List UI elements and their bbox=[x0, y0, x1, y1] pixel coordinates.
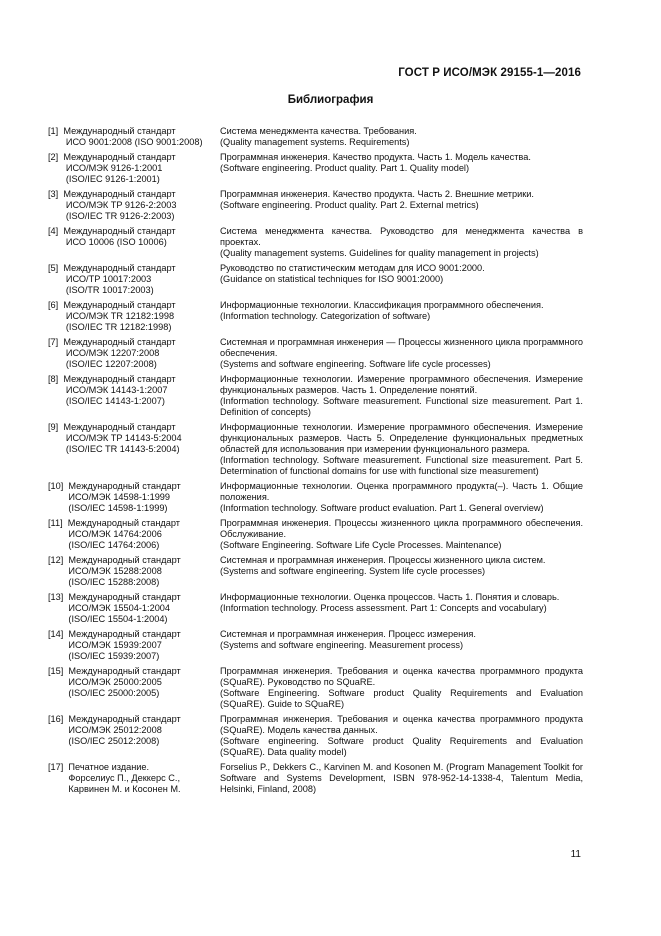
reference-source-line: [14] Международный стандарт bbox=[48, 629, 181, 639]
reference-source-line: ИСО/МЭК 15288:2008 bbox=[48, 566, 162, 576]
reference-source-line: ИСО/МЭК 14143-1:2007 bbox=[48, 385, 168, 395]
reference-title-line: Forselius P., Dekkers C., Karvinen M. and Kosonen M. (Program Management Toolkit for Software and Systems Development, ISBN 978-952-14-1338-4, Talentum Media, Helsinki, Finland, 2008) bbox=[220, 762, 583, 794]
reference-source bbox=[48, 518, 220, 551]
reference-source-line: ИСО/МЭК 25012:2008 bbox=[48, 725, 162, 735]
reference-source-line: ИСО/МЭК 15504-1:2004 bbox=[48, 603, 171, 613]
reference-source-line: ИСО/МЭК 14764:2006 bbox=[48, 529, 162, 539]
reference-title-line: (Systems and software engineering. Software life cycle processes) bbox=[220, 359, 491, 369]
reference-source-line: (ISO/IEC 15504-1:2004) bbox=[48, 614, 168, 624]
reference-source-line: (ISO/IEC 14598-1:1999) bbox=[48, 503, 168, 513]
reference-title bbox=[220, 714, 583, 758]
reference-source-line: [8] Международный стандарт bbox=[48, 374, 176, 384]
reference-source-line: (ISO/IEC 25012:2008) bbox=[48, 736, 160, 746]
reference-source bbox=[48, 629, 220, 662]
reference-source-line: (ISO/IEC 25000:2005) bbox=[48, 688, 160, 698]
reference-source-line: ИСО/МЭК 15939:2007 bbox=[48, 640, 162, 650]
reference-title-line: Программная инженерия. Требования и оценка качества программного продукта (SQuaRE). Модель качества данных. bbox=[220, 714, 583, 735]
reference-title bbox=[220, 592, 583, 625]
reference-title-line: Программная инженерия. Качество продукта. Часть 1. Модель качества. bbox=[220, 152, 531, 162]
reference-item bbox=[48, 263, 583, 296]
reference-title-line: (Quality management systems. Guidelines for quality management in projects) bbox=[220, 248, 539, 258]
standard-designation: ГОСТ Р ИСО/МЭК 29155-1—2016 bbox=[398, 67, 581, 79]
reference-title-line: Информационные технологии. Измерение программного обеспечения. Измерение функциональных размеров. Часть 1. Определение понятий. bbox=[220, 374, 583, 395]
reference-title bbox=[220, 555, 583, 588]
reference-item bbox=[48, 666, 583, 710]
reference-title bbox=[220, 263, 583, 296]
reference-title-line: (Software engineering. Product quality. Part 2. External metrics) bbox=[220, 200, 479, 210]
reference-source bbox=[48, 422, 220, 477]
reference-source-line: ИСО/МЭК TP 9126-2:2003 bbox=[48, 200, 177, 210]
reference-source-line: ИСО/МЭК 25000:2005 bbox=[48, 677, 162, 687]
reference-title bbox=[220, 629, 583, 662]
reference-title bbox=[220, 189, 583, 222]
reference-title-line: (Guidance on statistical techniques for ISO 9001:2000) bbox=[220, 274, 444, 284]
reference-title-line: Программная инженерия. Процессы жизненного цикла программного обеспечения. Обслуживание. bbox=[220, 518, 583, 539]
reference-item bbox=[48, 152, 583, 185]
reference-source-line: ИСО/МЭК 9126-1:2001 bbox=[48, 163, 163, 173]
reference-title-line: (Software engineering. Product quality. Part 1. Quality model) bbox=[220, 163, 470, 173]
reference-title bbox=[220, 126, 583, 148]
reference-title-line: (Software Engineering. Software Life Cycle Processes. Maintenance) bbox=[220, 540, 502, 550]
reference-source-line: (ISO/TR 10017:2003) bbox=[48, 285, 154, 295]
reference-source-line: (ISO/IEC TR 9126-2:2003) bbox=[48, 211, 175, 221]
reference-title-line: Программная инженерия. Требования и оценка качества программного продукта (SQuaRE). Руководство по SQuaRE. bbox=[220, 666, 583, 687]
reference-source-line: [12] Международный стандарт bbox=[48, 555, 181, 565]
reference-source-line: [16] Международный стандарт bbox=[48, 714, 181, 724]
reference-source-line: [6] Международный стандарт bbox=[48, 300, 176, 310]
reference-source bbox=[48, 762, 220, 795]
reference-source-line: [15] Международный стандарт bbox=[48, 666, 181, 676]
reference-source-line: ИСО/МЭК 12207:2008 bbox=[48, 348, 160, 358]
reference-source-line: [5] Международный стандарт bbox=[48, 263, 176, 273]
reference-title-line: (Systems and software engineering. Measurement process) bbox=[220, 640, 464, 650]
reference-item bbox=[48, 422, 583, 477]
reference-source-line: [13] Международный стандарт bbox=[48, 592, 181, 602]
reference-source-line: [1] Международный стандарт bbox=[48, 126, 176, 136]
reference-title-line: (Information technology. Software measurement. Functional size measurement. Part 1. Definition of concepts) bbox=[220, 396, 583, 417]
reference-source bbox=[48, 226, 220, 259]
reference-item bbox=[48, 714, 583, 758]
reference-source-line: [3] Международный стандарт bbox=[48, 189, 176, 199]
reference-source bbox=[48, 189, 220, 222]
reference-item bbox=[48, 226, 583, 259]
reference-title-line: Система менеджмента качества. Руководство для менеджмента качества в проектах. bbox=[220, 226, 583, 247]
reference-source-line: Карвинен М. и Косонен М. bbox=[48, 784, 181, 794]
reference-title-line: Информационные технологии. Оценка процессов. Часть 1. Понятия и словарь. bbox=[220, 592, 560, 602]
reference-title bbox=[220, 422, 583, 477]
reference-title bbox=[220, 374, 583, 418]
reference-source bbox=[48, 337, 220, 370]
reference-source-line: ИСО 9001:2008 (ISO 9001:2008) bbox=[48, 137, 203, 147]
reference-source-line: ИСО/TP 10017:2003 bbox=[48, 274, 152, 284]
reference-title-line: Система менеджмента качества. Требования. bbox=[220, 126, 417, 136]
reference-source-line: (ISO/IEC TR 12182:1998) bbox=[48, 322, 172, 332]
reference-item bbox=[48, 126, 583, 148]
reference-source bbox=[48, 263, 220, 296]
reference-source-line: (ISO/IEC TR 14143-5:2004) bbox=[48, 444, 180, 454]
reference-title-line: (Information technology. Software product evaluation. Part 1. General overview) bbox=[220, 503, 544, 513]
reference-title-line: Системная и программная инженерия — Процессы жизненного цикла программного обеспечения. bbox=[220, 337, 583, 358]
reference-title-line: (Quality management systems. Requirements) bbox=[220, 137, 410, 147]
reference-source bbox=[48, 374, 220, 418]
reference-title-line: (Information technology. Categorization of software) bbox=[220, 311, 431, 321]
reference-title-line: Информационные технологии. Измерение программного обеспечения. Измерение функциональных размеров. Часть 5. Определение функциональных предметных областей для использования при измерении функционального размера. bbox=[220, 422, 583, 454]
reference-title-line: Информационные технологии. Оценка программного продукта(–). Часть 1. Общие положения. bbox=[220, 481, 583, 502]
reference-source-line: [10] Международный стандарт bbox=[48, 481, 181, 491]
reference-title bbox=[220, 762, 583, 795]
reference-title-line: (Information technology. Process assessment. Part 1: Concepts and vocabulary) bbox=[220, 603, 547, 613]
reference-title bbox=[220, 152, 583, 185]
reference-source bbox=[48, 481, 220, 514]
reference-title bbox=[220, 337, 583, 370]
reference-source-line: (ISO/IEC 9126-1:2001) bbox=[48, 174, 160, 184]
reference-title bbox=[220, 666, 583, 710]
reference-source-line: (ISO/IEC 12207:2008) bbox=[48, 359, 157, 369]
reference-item bbox=[48, 762, 583, 795]
reference-item bbox=[48, 629, 583, 662]
reference-source-line: ИСО/МЭК TR 12182:1998 bbox=[48, 311, 175, 321]
reference-source-line: Форселиус П., Деккерс С., bbox=[48, 773, 180, 783]
reference-source bbox=[48, 666, 220, 710]
reference-source-line: [9] Международный стандарт bbox=[48, 422, 176, 432]
reference-source-line: [17] Печатное издание. bbox=[48, 762, 150, 772]
reference-title-line: Системная и программная инженерия. Процесс измерения. bbox=[220, 629, 476, 639]
reference-title bbox=[220, 226, 583, 259]
reference-source-line: [4] Международный стандарт bbox=[48, 226, 176, 236]
reference-source-line: (ISO/IEC 15288:2008) bbox=[48, 577, 160, 587]
reference-source-line: ИСО 10006 (ISO 10006) bbox=[48, 237, 167, 247]
reference-source bbox=[48, 126, 220, 148]
reference-source-line: [2] Международный стандарт bbox=[48, 152, 176, 162]
reference-source-line: [11] Международный стандарт bbox=[48, 518, 181, 528]
reference-item bbox=[48, 374, 583, 418]
reference-source-line: ИСО/МЭК TP 14143-5:2004 bbox=[48, 433, 182, 443]
reference-title-line: Программная инженерия. Качество продукта. Часть 2. Внешние метрики. bbox=[220, 189, 534, 199]
reference-title bbox=[220, 300, 583, 333]
reference-item bbox=[48, 518, 583, 551]
reference-title-line: (Software engineering. Software product Quality Requirements and Evaluation (SQuaRE). Data quality model) bbox=[220, 736, 583, 757]
reference-item bbox=[48, 592, 583, 625]
reference-source-line: (ISO/IEC 14764:2006) bbox=[48, 540, 160, 550]
reference-source-line: ИСО/МЭК 14598-1:1999 bbox=[48, 492, 171, 502]
reference-source bbox=[48, 300, 220, 333]
reference-item bbox=[48, 189, 583, 222]
reference-source bbox=[48, 152, 220, 185]
reference-list bbox=[48, 126, 583, 799]
reference-item bbox=[48, 555, 583, 588]
reference-title-line: Руководство по статистическим методам для ИСО 9001:2000. bbox=[220, 263, 485, 273]
reference-item bbox=[48, 300, 583, 333]
reference-title-line: (Software Engineering. Software product Quality Requirements and Evaluation (SQuaRE). Guide to SQuaRE) bbox=[220, 688, 583, 709]
reference-item bbox=[48, 481, 583, 514]
reference-title bbox=[220, 481, 583, 514]
reference-source bbox=[48, 555, 220, 588]
reference-source-line: (ISO/IEC 14143-1:2007) bbox=[48, 396, 165, 406]
reference-source bbox=[48, 592, 220, 625]
reference-title-line: Информационные технологии. Классификация программного обеспечения. bbox=[220, 300, 544, 310]
reference-source-line: (ISO/IEC 15939:2007) bbox=[48, 651, 160, 661]
reference-title-line: Системная и программная инженерия. Процессы жизненного цикла систем. bbox=[220, 555, 546, 565]
reference-title-line: (Systems and software engineering. System life cycle processes) bbox=[220, 566, 486, 576]
reference-title bbox=[220, 518, 583, 551]
page-title: Библиография bbox=[287, 94, 374, 106]
page-number: 11 bbox=[570, 849, 581, 860]
reference-source-line: [7] Международный стандарт bbox=[48, 337, 176, 347]
reference-item bbox=[48, 337, 583, 370]
reference-source bbox=[48, 714, 220, 758]
reference-title-line: (Information technology. Software measurement. Functional size measurement. Part 5. Determination of functional domains for use with functional size measurement) bbox=[220, 455, 583, 476]
